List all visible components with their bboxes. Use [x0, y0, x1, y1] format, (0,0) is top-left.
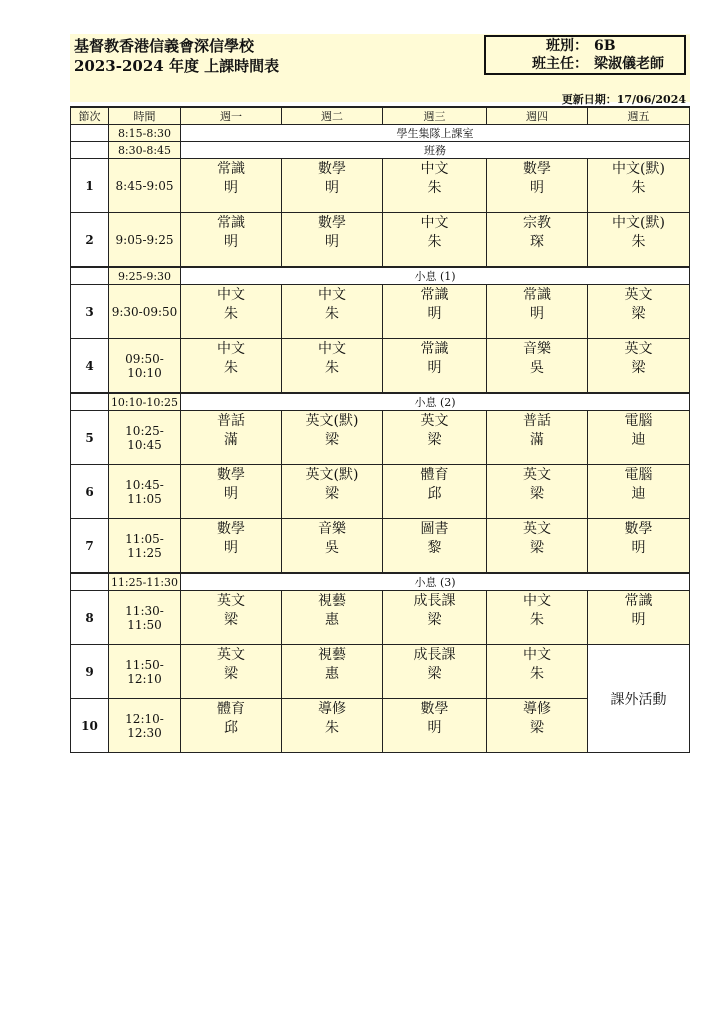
lesson-cell [282, 519, 383, 574]
teacher: 明 [224, 234, 238, 250]
lesson-cell [588, 159, 690, 213]
teacher: 黎 [427, 540, 442, 556]
lesson-cell [487, 213, 588, 268]
subject: 常識 [217, 161, 245, 177]
subject: 中文 [420, 161, 449, 177]
table-row [71, 339, 690, 394]
lesson-cell [588, 519, 690, 574]
lesson-cell [487, 465, 588, 519]
subject: 數學 [420, 701, 449, 717]
timetable [70, 106, 690, 753]
teacher: 梁 [224, 612, 238, 628]
time-cell: 9:25-9:30 [109, 267, 181, 285]
break-row [71, 393, 690, 411]
lesson-cell [282, 213, 383, 268]
period-number: 10 [71, 699, 109, 753]
lesson-cell [383, 411, 487, 465]
subject: 數學 [624, 521, 653, 537]
lesson-cell [383, 591, 487, 645]
subject: 圖書 [420, 521, 449, 537]
lesson-cell [181, 519, 282, 574]
subject: 常識 [624, 593, 653, 609]
subject: 數學 [318, 161, 346, 177]
lesson-cell [588, 285, 690, 339]
subject: 英文 [217, 647, 245, 663]
lesson-cell [282, 159, 383, 213]
subject: 體育 [217, 701, 245, 717]
teacher: 梁 [530, 486, 544, 502]
time-cell: 11:25-11:30 [109, 573, 181, 591]
period-number: 8 [71, 591, 109, 645]
subject: 數學 [523, 161, 551, 177]
teacher: 梁 [325, 486, 339, 502]
subject: 體育 [420, 467, 449, 483]
teacher: 明 [631, 612, 646, 628]
time-cell: 8:30-8:45 [109, 142, 181, 159]
header-row [71, 107, 690, 125]
subject: 中文 [523, 647, 551, 663]
table-row [71, 465, 690, 519]
class-info-box [484, 35, 686, 75]
time-cell: 11:05-11:25 [109, 519, 181, 574]
subject: 常識 [420, 287, 449, 303]
period-cell [71, 573, 109, 591]
time-cell: 12:10-12:30 [109, 699, 181, 753]
subject: 英文 [217, 593, 245, 609]
time-cell: 8:15-8:30 [109, 125, 181, 142]
teacher: 吳 [325, 540, 339, 556]
teacher: 明 [530, 180, 544, 196]
table-row [71, 125, 690, 142]
table-row [71, 591, 690, 645]
teacher: 朱 [427, 234, 442, 250]
lesson-cell [588, 591, 690, 645]
assembly-cell: 學生集隊上課室 [181, 125, 690, 142]
lesson-cell [282, 339, 383, 394]
subject: 英文(默) [305, 467, 359, 483]
teacher: 明 [224, 486, 238, 502]
recess-cell: 小息 (3) [181, 573, 690, 591]
subject: 英文(默) [305, 413, 359, 429]
teacher: 惠 [325, 612, 339, 628]
lesson-cell [282, 465, 383, 519]
lesson-cell [487, 159, 588, 213]
teacher: 滿 [530, 432, 544, 448]
table-row [71, 285, 690, 339]
teacher: 朱 [530, 666, 544, 682]
lesson-cell [383, 159, 487, 213]
subject: 數學 [318, 215, 346, 231]
teacher: 邱 [427, 486, 442, 502]
time-cell: 10:10-10:25 [109, 393, 181, 411]
teacher: 明 [224, 180, 238, 196]
time-cell: 11:50-12:10 [109, 645, 181, 699]
teacher: 朱 [325, 306, 339, 322]
teacher: 梁 [427, 666, 442, 682]
teacher: 朱 [325, 720, 339, 736]
lesson-cell [383, 213, 487, 268]
subject: 中文 [217, 341, 245, 357]
teacher: 梁 [631, 360, 646, 376]
subject: 普話 [523, 413, 551, 429]
teacher: 迪 [631, 486, 646, 502]
teacher: 朱 [631, 180, 646, 196]
period-number: 1 [71, 159, 109, 213]
teacher: 明 [530, 306, 544, 322]
subject: 中文(默) [612, 215, 665, 231]
teacher-label: 班主任： [532, 56, 588, 72]
lesson-cell [487, 591, 588, 645]
time-cell: 9:05-9:25 [109, 213, 181, 268]
time-cell: 10:25-10:45 [109, 411, 181, 465]
lesson-cell [383, 699, 487, 753]
time-cell: 09:50-10:10 [109, 339, 181, 394]
lesson-cell [383, 285, 487, 339]
period-number: 7 [71, 519, 109, 574]
subject: 中文 [318, 287, 346, 303]
teacher: 明 [325, 180, 339, 196]
period-cell [71, 267, 109, 285]
lesson-cell [487, 519, 588, 574]
school-name: 基督教香港信義會深信學校 [74, 37, 255, 55]
subject: 英文 [624, 287, 653, 303]
lesson-cell [181, 699, 282, 753]
break-row [71, 573, 690, 591]
class-label: 班別： [546, 38, 588, 54]
lesson-cell [181, 591, 282, 645]
lesson-cell [282, 285, 383, 339]
subject: 普話 [217, 413, 245, 429]
time-cell: 9:30-09:50 [109, 285, 181, 339]
period-number: 4 [71, 339, 109, 394]
subject: 音樂 [318, 521, 346, 537]
subject: 數學 [217, 521, 245, 537]
subject: 成長課 [413, 647, 456, 663]
lesson-cell [383, 645, 487, 699]
period-number: 9 [71, 645, 109, 699]
lesson-cell [181, 465, 282, 519]
update-date: 更新日期：17/06/2024 [561, 93, 686, 106]
col-header-mon: 週一 [181, 107, 282, 125]
lesson-cell [588, 411, 690, 465]
subject: 英文 [523, 521, 551, 537]
teacher: 梁 [530, 540, 544, 556]
subject: 成長課 [413, 593, 456, 609]
timetable-title: 2023-2024 年度 上課時間表 [74, 57, 280, 75]
teacher: 琛 [530, 234, 544, 250]
teacher: 梁 [224, 666, 238, 682]
time-cell: 11:30-11:50 [109, 591, 181, 645]
title-block [74, 36, 279, 76]
lesson-cell [282, 411, 383, 465]
period-number: 5 [71, 411, 109, 465]
lesson-cell [383, 519, 487, 574]
table-row [71, 213, 690, 268]
subject: 中文(默) [612, 161, 665, 177]
teacher: 梁 [325, 432, 339, 448]
table-row [71, 645, 690, 699]
subject: 電腦 [624, 467, 653, 483]
col-header-wed: 週三 [383, 107, 487, 125]
teacher: 明 [427, 360, 442, 376]
subject: 宗教 [523, 215, 551, 231]
teacher: 吳 [530, 360, 544, 376]
class-affairs-cell: 班務 [181, 142, 690, 159]
teacher: 朱 [530, 612, 544, 628]
period-number: 6 [71, 465, 109, 519]
lesson-cell [588, 213, 690, 268]
teacher: 梁 [631, 306, 646, 322]
table-row [71, 411, 690, 465]
subject: 導修 [318, 701, 346, 717]
teacher: 朱 [631, 234, 646, 250]
recess-cell: 小息 (1) [181, 267, 690, 285]
col-header-tue: 週二 [282, 107, 383, 125]
subject: 視藝 [318, 647, 346, 663]
teacher: 朱 [427, 180, 442, 196]
subject: 英文 [624, 341, 653, 357]
teacher: 惠 [325, 666, 339, 682]
subject: 中文 [420, 215, 449, 231]
period-cell [71, 393, 109, 411]
lesson-cell [588, 465, 690, 519]
lesson-cell [282, 645, 383, 699]
period-number: 2 [71, 213, 109, 268]
page-header [70, 34, 690, 106]
time-cell: 8:45-9:05 [109, 159, 181, 213]
teacher: 迪 [631, 432, 646, 448]
teacher: 邱 [224, 720, 238, 736]
period-cell [71, 125, 109, 142]
lesson-cell [487, 699, 588, 753]
col-header-period: 節次 [71, 107, 109, 125]
col-header-thu: 週四 [487, 107, 588, 125]
subject: 中文 [217, 287, 245, 303]
subject: 音樂 [523, 341, 551, 357]
lesson-cell [487, 411, 588, 465]
col-header-fri: 週五 [588, 107, 690, 125]
lesson-cell [487, 645, 588, 699]
table-row [71, 142, 690, 159]
lesson-cell [181, 285, 282, 339]
col-header-time: 時間 [109, 107, 181, 125]
table-row [71, 519, 690, 574]
teacher: 明 [427, 720, 442, 736]
lesson-cell [588, 339, 690, 394]
period-cell [71, 142, 109, 159]
subject: 常識 [420, 341, 449, 357]
teacher: 滿 [224, 432, 238, 448]
subject: 電腦 [624, 413, 653, 429]
teacher: 朱 [325, 360, 339, 376]
lesson-cell [383, 339, 487, 394]
subject: 常識 [523, 287, 551, 303]
subject: 數學 [217, 467, 245, 483]
teacher: 梁 [530, 720, 544, 736]
teacher: 梁 [427, 612, 442, 628]
extracurricular-cell: 課外活動 [588, 645, 690, 753]
teacher: 明 [631, 540, 646, 556]
subject: 中文 [523, 593, 551, 609]
subject: 視藝 [318, 593, 346, 609]
table-row [71, 159, 690, 213]
recess-cell: 小息 (2) [181, 393, 690, 411]
teacher-value: 梁淑儀老師 [594, 56, 664, 72]
lesson-cell [282, 699, 383, 753]
lesson-cell [282, 591, 383, 645]
teacher: 明 [224, 540, 238, 556]
subject: 英文 [523, 467, 551, 483]
break-row [71, 267, 690, 285]
lesson-cell [181, 213, 282, 268]
time-cell: 10:45-11:05 [109, 465, 181, 519]
teacher: 明 [427, 306, 442, 322]
teacher: 梁 [427, 432, 442, 448]
lesson-cell [383, 465, 487, 519]
teacher: 明 [325, 234, 339, 250]
lesson-cell [181, 339, 282, 394]
subject: 導修 [523, 701, 551, 717]
teacher: 朱 [224, 360, 238, 376]
lesson-cell [181, 159, 282, 213]
lesson-cell [181, 645, 282, 699]
lesson-cell [487, 285, 588, 339]
teacher: 朱 [224, 306, 238, 322]
subject: 英文 [420, 413, 449, 429]
lesson-cell [181, 411, 282, 465]
period-number: 3 [71, 285, 109, 339]
lesson-cell [487, 339, 588, 394]
class-value: 6B [594, 38, 616, 54]
subject: 中文 [318, 341, 346, 357]
subject: 常識 [217, 215, 245, 231]
